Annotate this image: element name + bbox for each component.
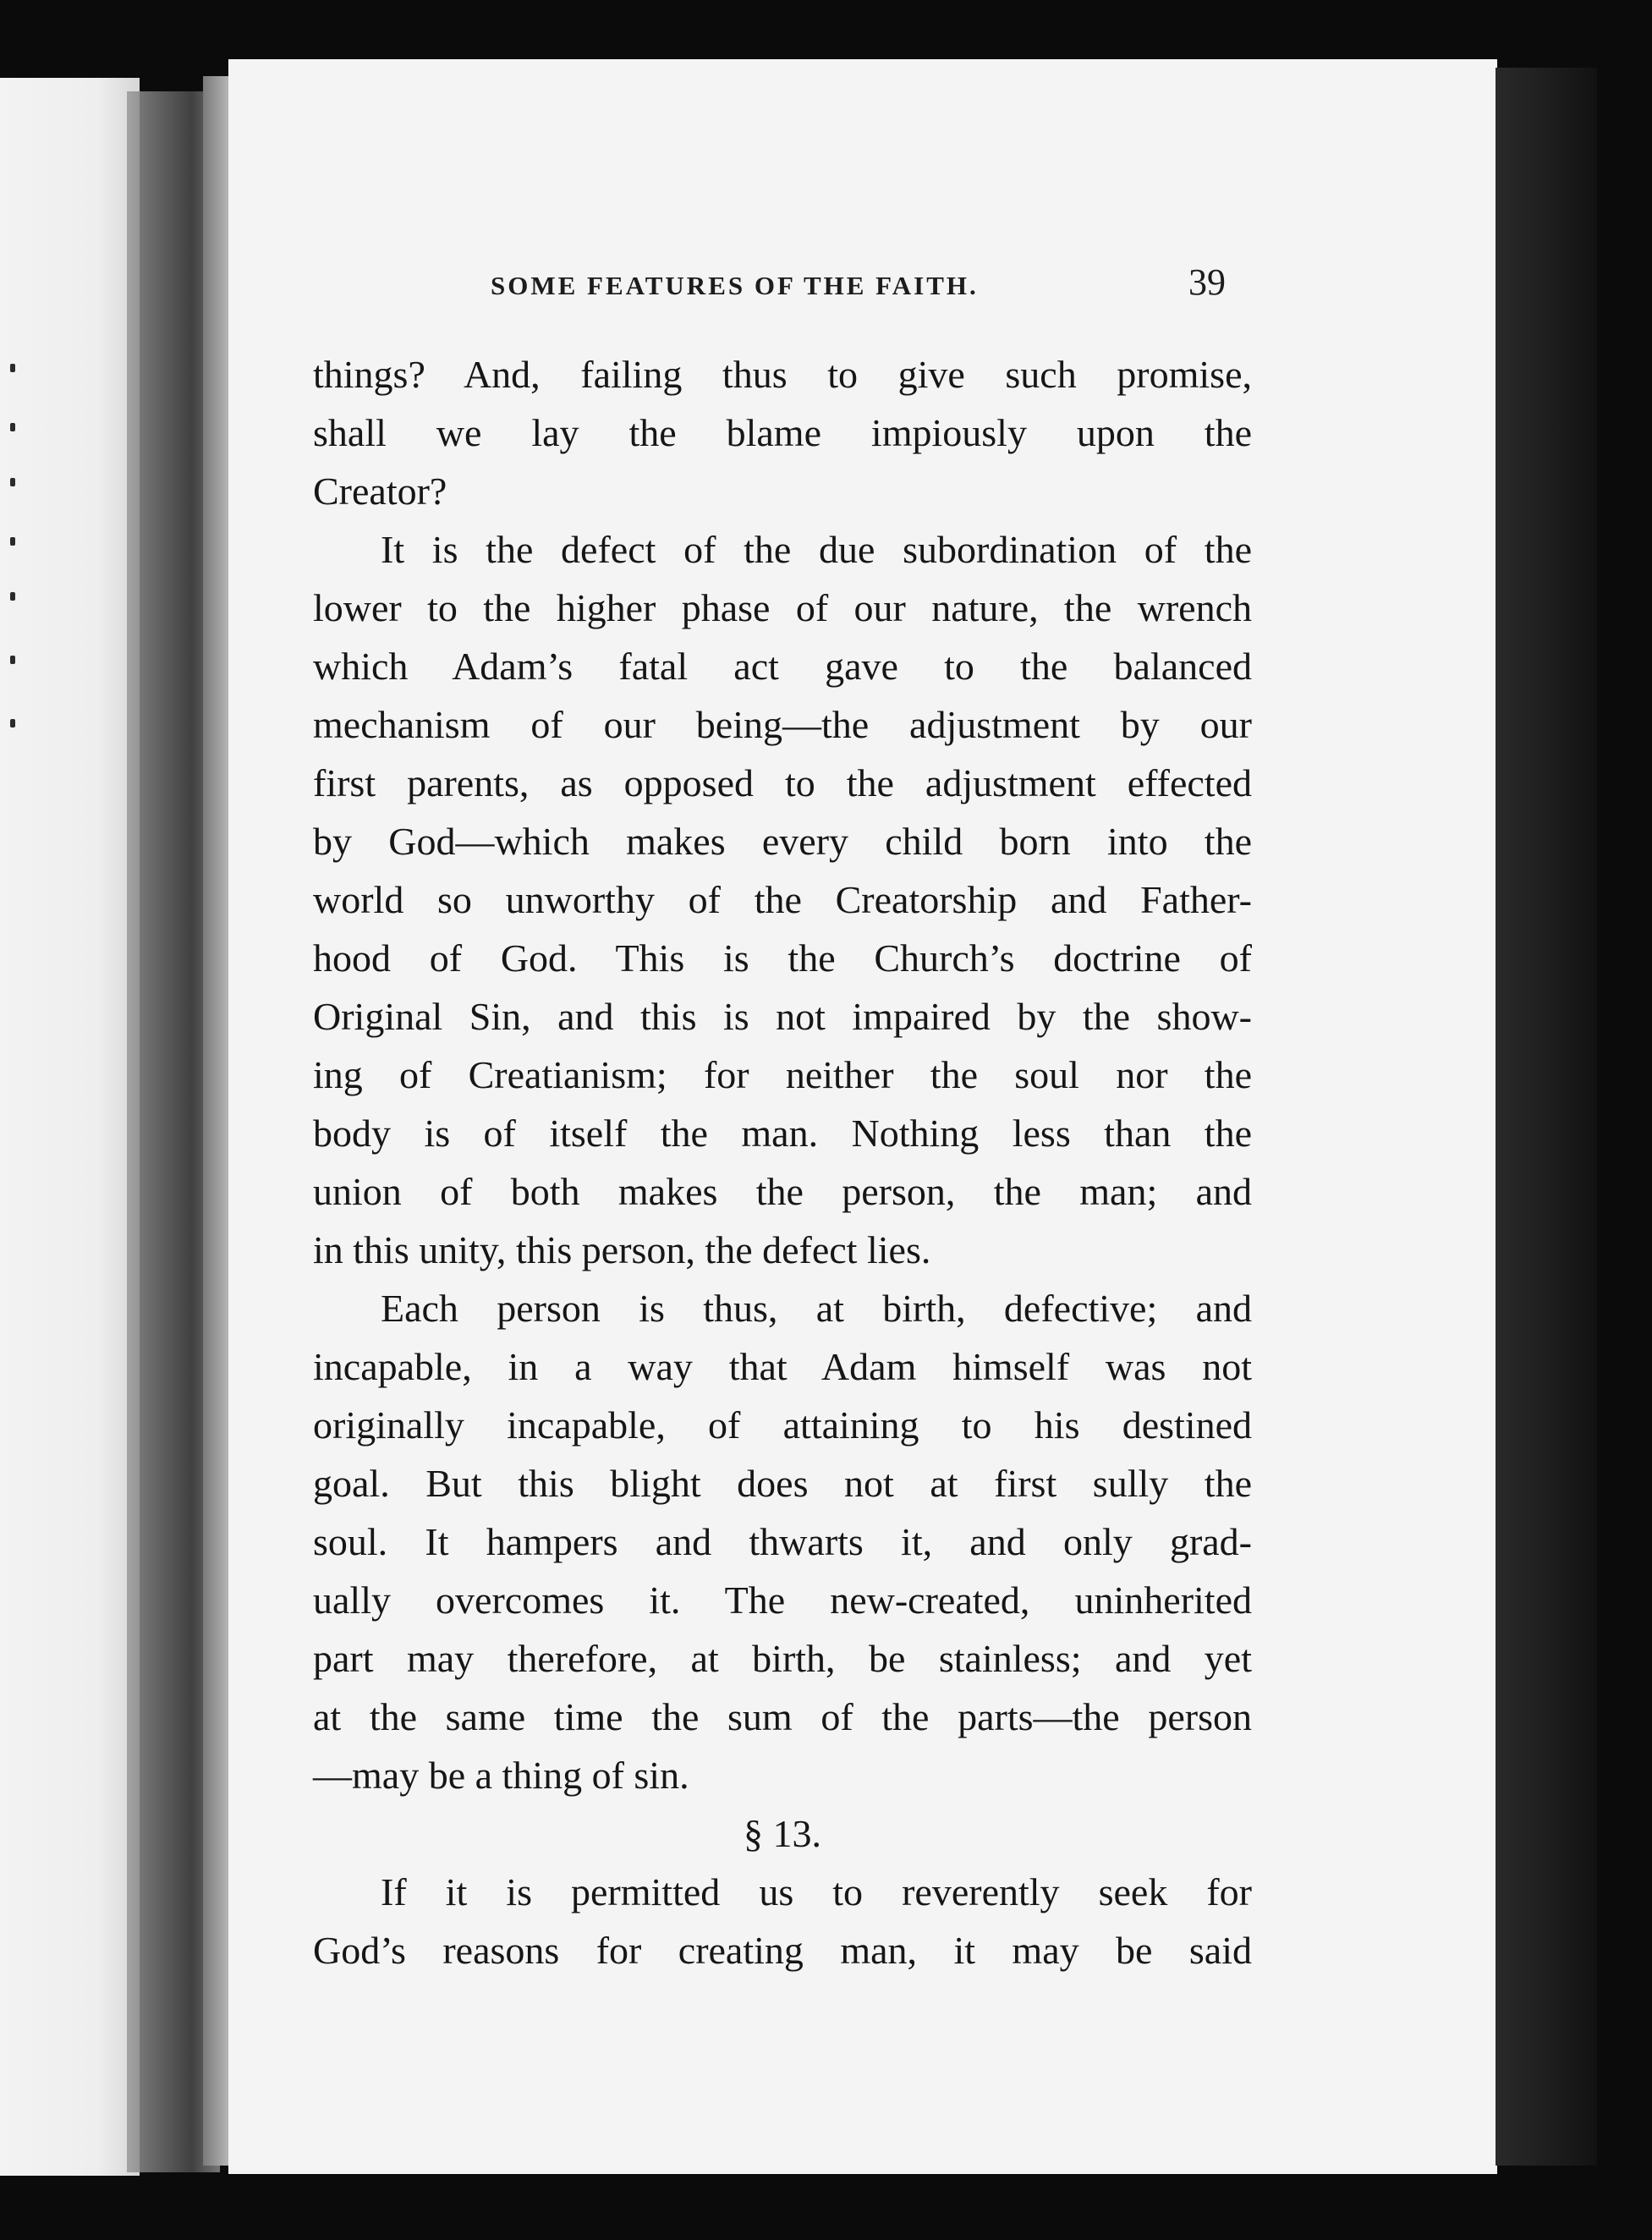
text-line: in this unity, this person, the defect lies. (313, 1228, 931, 1271)
text-line: hood of God. This is the Church’s doctrine of (313, 936, 1252, 980)
text-line: ually overcomes it. The new-created, uninherited (313, 1578, 1252, 1622)
text-line: lower to the higher phase of our nature, the wrench (313, 586, 1252, 629)
paragraph-first-line: Each person is thus, at birth, defective; and (381, 1287, 1252, 1330)
text-line: body is of itself the man. Nothing less than the (313, 1112, 1252, 1155)
text-line: part may therefore, at birth, be stainless; and yet (313, 1637, 1252, 1680)
facing-page-edge (0, 78, 140, 2176)
text-line: at the same time the sum of the parts—the person (313, 1695, 1252, 1738)
section-heading: § 13. (744, 1812, 821, 1855)
text-line: by God—which makes every child born into the (313, 820, 1252, 863)
text-line: things? And, failing thus to give such promise, (313, 353, 1252, 396)
text-line: world so unworthy of the Creatorship and Father- (313, 878, 1252, 921)
text-line: incapable, in a way that Adam himself was not (313, 1345, 1252, 1388)
text-line: soul. It hampers and thwarts it, and only grad- (313, 1520, 1252, 1563)
text-line: —may be a thing of sin. (313, 1754, 689, 1797)
paragraph-first-line: If it is permitted us to reverently seek for (381, 1870, 1252, 1913)
text-line: which Adam’s fatal act gave to the balanced (313, 645, 1252, 688)
text-line: goal. But this blight does not at first sully the (313, 1462, 1252, 1505)
paragraph-first-line: It is the defect of the due subordination of the (381, 528, 1252, 571)
text-line: Original Sin, and this is not impaired by the show- (313, 995, 1252, 1038)
page-number: 39 (1188, 261, 1226, 303)
body-text (313, 345, 1252, 1979)
text-line: shall we lay the blame impiously upon the (313, 411, 1252, 454)
text-line: God’s reasons for creating man, it may be said (313, 1929, 1252, 1972)
text-line: Creator? (313, 469, 447, 513)
page-stack-edge (1496, 68, 1597, 2166)
running-head: SOME FEATURES OF THE FAITH. (491, 271, 979, 300)
text-line: ing of Creatianism; for neither the soul nor the (313, 1053, 1252, 1096)
text-line: union of both makes the person, the man; and (313, 1170, 1252, 1213)
text-line: mechanism of our being—the adjustment by our (313, 703, 1252, 746)
text-line: originally incapable, of attaining to his destined (313, 1403, 1252, 1447)
text-line: first parents, as opposed to the adjustment effected (313, 761, 1252, 804)
